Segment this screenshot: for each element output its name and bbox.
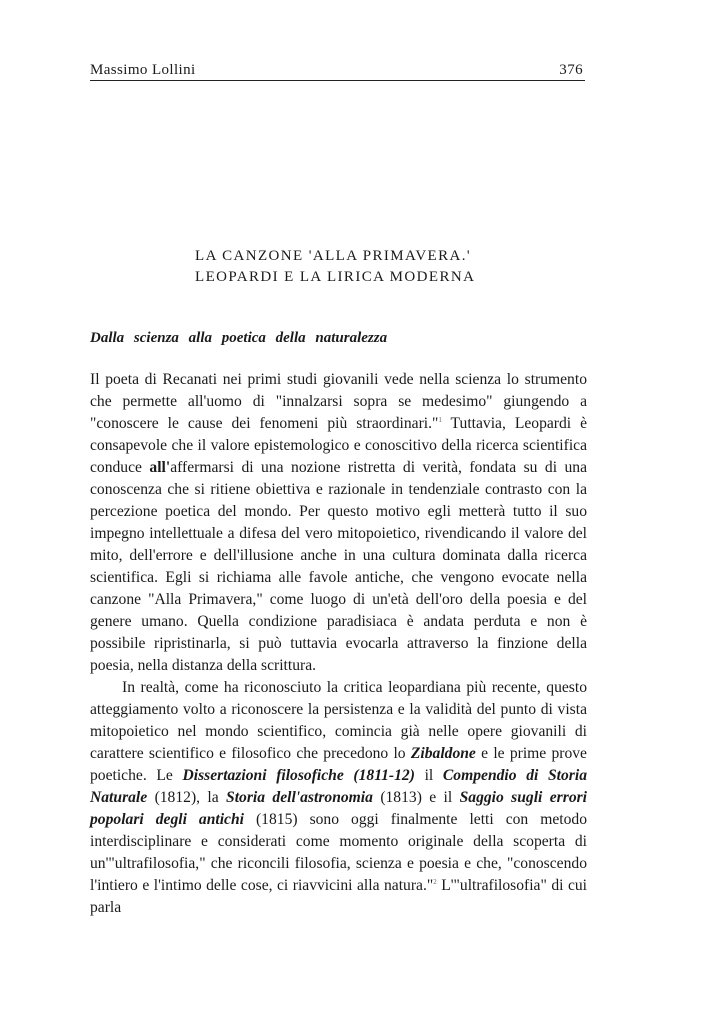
p1-bold: all' xyxy=(149,459,171,476)
page-number: 376 xyxy=(559,62,583,78)
p1-text-b: Tuttavia, Leopardi è consapevole che il valore epistemologico e conoscitivo della ricerca scientifica conduce xyxy=(90,415,587,476)
p2-italic-saggio: Saggio sugli errori popolari degli antichi xyxy=(90,789,588,828)
section-heading: Dalla scienza alla poetica della naturalezza xyxy=(90,330,388,346)
p1-text-a: Il poeta di Recanati nei primi studi giovanili vede nella scienza lo strumento che permette all'uomo di "innalzarsi sopra se medesimo" giungendo a "conoscere le cause dei fenomeni più straordinari." xyxy=(90,371,587,432)
p2-text-c: il xyxy=(414,767,443,784)
p2-text-e: (1813) e il xyxy=(372,789,460,806)
footnote-ref-2: 2 xyxy=(433,877,437,886)
p2-text-f: (1815) sono oggi finalmente letti con metodo interdisciplinare e considerati come momento originale della scoperta di un'"ultrafilosofia," che riconcili filosofia, scienza e poesia e che, "conoscendo l'intiero e l'intimo delle cose, ci riavvicini alla natura." xyxy=(90,811,587,894)
title-line-2: LEOPARDI E LA LIRICA MODERNA xyxy=(195,269,476,285)
p2-text-b: e le prime prove poetiche. Le xyxy=(90,745,587,784)
title-line-1: LA CANZONE 'ALLA PRIMAVERA.' xyxy=(195,248,472,264)
p2-text-g: L'"ultrafilosofia" di cui parla xyxy=(90,877,587,916)
p2-italic-dissertazioni: Dissertazioni filosofiche (1811-12) xyxy=(182,767,415,784)
running-header xyxy=(90,60,585,81)
p1-text-c: affermarsi di una nozione ristretta di verità, fondata su di una conoscenza che si ritiene obiettiva e razionale in tendenziale contrasto con la percezione poetica del mondo. Per questo motivo egli metterà tutto il suo impegno intellettuale a difesa del vero mitopoietico, rivendicando il valore del mito, dell'errore e dell'illusione anche in una cultura dominata dalla ricerca scientifica. Egli si richiama alle favole antiche, che vengono evocate nella canzone "Alla Primavera," come luogo di un'età dell'oro della poesia e del genere umano. Quella condizione paradisiaca è andata perduta e non è possibile ripristinarla, si può tuttavia evocarla attraverso la finzione della poesia, nella distanza della scrittura. xyxy=(90,459,587,674)
p2-italic-zibaldone: Zibaldone xyxy=(410,745,476,762)
p2-text-d: (1812), la xyxy=(147,789,227,806)
footnote-ref-1: 1 xyxy=(438,415,442,424)
p2-italic-compendio: Compendio di Storia Naturale xyxy=(90,767,587,806)
body-text xyxy=(90,369,587,919)
paragraph-1 xyxy=(90,369,587,677)
paragraph-2 xyxy=(90,677,587,919)
p2-text-a: In realtà, come ha riconosciuto la critica leopardiana più recente, questo atteggiamento volto a riconoscere la persistenza e la validità del punto di vista mitopoietico nel mondo scientifico, comincia già nelle opere giovanili di carattere scientifico e filosofico che precedono lo xyxy=(90,679,587,762)
p2-italic-astronomia: Storia dell'astronomia xyxy=(226,789,373,806)
header-author: Massimo Lollini xyxy=(90,62,196,78)
article-title xyxy=(195,246,475,288)
